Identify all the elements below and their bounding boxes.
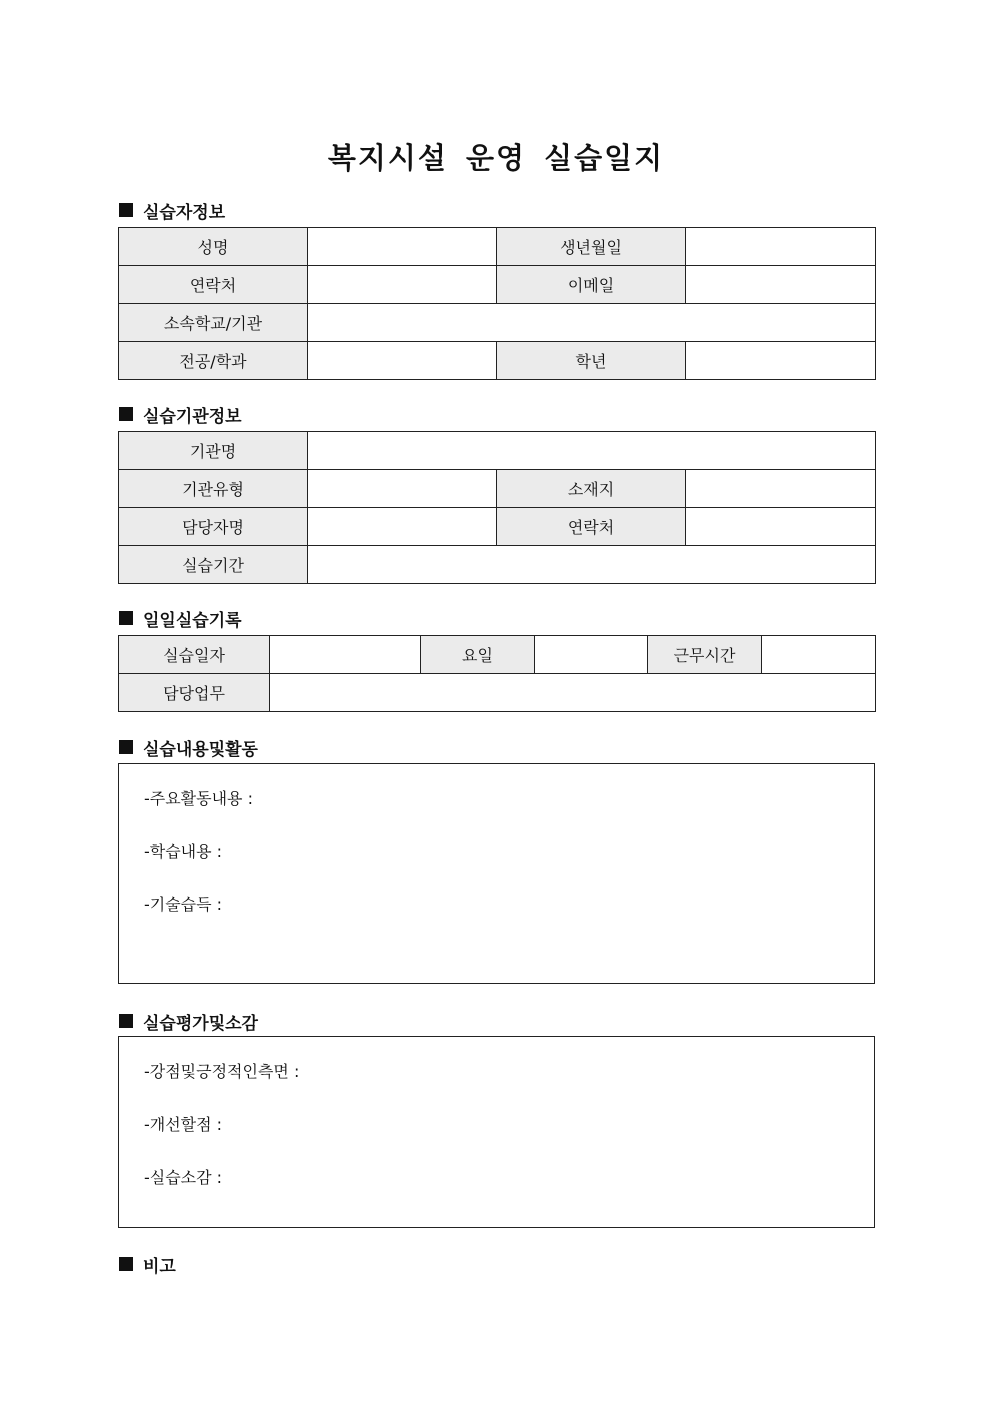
section-heading-content xyxy=(119,736,258,758)
page-title: 복지시설 운영 실습일지 xyxy=(327,141,665,175)
section-heading-label: 실습기관정보 xyxy=(143,406,242,427)
major-field[interactable] xyxy=(308,342,497,380)
weekday-label: 요일 xyxy=(421,636,535,674)
date-field[interactable] xyxy=(270,636,421,674)
square-bullet-icon xyxy=(119,740,133,754)
manager-field[interactable] xyxy=(308,508,497,546)
table-row xyxy=(119,304,876,342)
improvements-line: -개선할점 : xyxy=(144,1115,223,1134)
duty-field[interactable] xyxy=(270,674,876,712)
institution-contact-field[interactable] xyxy=(686,508,876,546)
section-heading-label: 비고 xyxy=(143,1256,176,1277)
email-field[interactable] xyxy=(686,266,876,304)
content-textarea[interactable] xyxy=(118,763,875,984)
table-row xyxy=(119,508,876,546)
section-heading-label: 일일실습기록 xyxy=(143,610,242,631)
table-row xyxy=(119,636,876,674)
school-field[interactable] xyxy=(308,304,876,342)
period-label: 실습기간 xyxy=(119,546,308,584)
hours-label: 근무시간 xyxy=(648,636,762,674)
strengths-line: -강점및긍정적인측면 : xyxy=(144,1062,300,1081)
section-heading-label: 실습자정보 xyxy=(143,202,226,223)
grade-field[interactable] xyxy=(686,342,876,380)
hours-field[interactable] xyxy=(762,636,876,674)
square-bullet-icon xyxy=(119,1257,133,1271)
birth-label: 생년월일 xyxy=(497,228,686,266)
contact-label: 연락처 xyxy=(119,266,308,304)
institution-name-label: 기관명 xyxy=(119,432,308,470)
institution-type-field[interactable] xyxy=(308,470,497,508)
table-row xyxy=(119,342,876,380)
square-bullet-icon xyxy=(119,203,133,217)
section-heading-evaluation xyxy=(119,1010,258,1032)
skills-line: -기술습득 : xyxy=(144,895,223,914)
section-heading-student xyxy=(119,199,225,221)
table-row xyxy=(119,266,876,304)
table-row xyxy=(119,674,876,712)
institution-type-label: 기관유형 xyxy=(119,470,308,508)
square-bullet-icon xyxy=(119,407,133,421)
section-heading-daily xyxy=(119,607,242,629)
weekday-field[interactable] xyxy=(535,636,648,674)
table-row xyxy=(119,432,876,470)
date-label: 실습일자 xyxy=(119,636,270,674)
square-bullet-icon xyxy=(119,1014,133,1028)
student-info-table xyxy=(118,227,876,380)
square-bullet-icon xyxy=(119,611,133,625)
major-label: 전공/학과 xyxy=(119,342,308,380)
duty-label: 담당업무 xyxy=(119,674,270,712)
institution-contact-label: 연락처 xyxy=(497,508,686,546)
contact-field[interactable] xyxy=(308,266,497,304)
name-label: 성명 xyxy=(119,228,308,266)
grade-label: 학년 xyxy=(497,342,686,380)
section-heading-remarks xyxy=(119,1253,176,1275)
section-heading-label: 실습내용및활동 xyxy=(143,739,258,760)
section-heading-institution xyxy=(119,403,242,425)
location-label: 소재지 xyxy=(497,470,686,508)
institution-info-table xyxy=(118,431,876,584)
email-label: 이메일 xyxy=(497,266,686,304)
table-row xyxy=(119,546,876,584)
learning-line: -학습내용 : xyxy=(144,842,223,861)
period-field[interactable] xyxy=(308,546,876,584)
school-label: 소속학교/기관 xyxy=(119,304,308,342)
daily-record-table xyxy=(118,635,876,712)
birth-field[interactable] xyxy=(686,228,876,266)
impressions-line: -실습소감 : xyxy=(144,1168,223,1187)
name-field[interactable] xyxy=(308,228,497,266)
main-activities-line: -주요활동내용 : xyxy=(144,789,253,808)
table-row xyxy=(119,470,876,508)
location-field[interactable] xyxy=(686,470,876,508)
institution-name-field[interactable] xyxy=(308,432,876,470)
table-row xyxy=(119,228,876,266)
manager-label: 담당자명 xyxy=(119,508,308,546)
evaluation-textarea[interactable] xyxy=(118,1036,875,1228)
section-heading-label: 실습평가및소감 xyxy=(143,1013,258,1034)
